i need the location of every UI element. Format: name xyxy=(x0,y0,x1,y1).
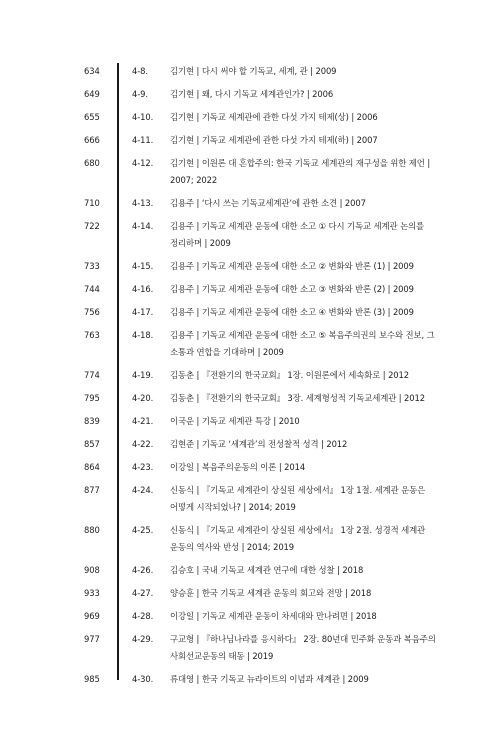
section-number: 4-16. xyxy=(132,284,154,294)
page-number: 969 xyxy=(84,611,100,621)
section-number: 4-17. xyxy=(132,307,154,317)
section-number: 4-20. xyxy=(132,393,154,403)
entry-text: 김기현 | 기독교 세계관에 관한 다섯 가지 테제(하) | 2007 xyxy=(170,135,378,145)
entry-text: 김승호 | 국내 기독교 세계관 연구에 대한 성찰 | 2018 xyxy=(170,565,364,575)
page-number: 985 xyxy=(84,674,100,684)
entry-text: 김기현 | 왜, 다시 기독교 세계관인가? | 2006 xyxy=(170,89,334,99)
entry-text: 이강일 | 기독교 세계관 운동이 차세대와 만나려면 | 2018 xyxy=(170,611,377,621)
page-number: 877 xyxy=(84,485,100,495)
toc-entry xyxy=(0,367,500,384)
section-number: 4-9. xyxy=(132,89,148,99)
entry-text: 김기현 | 이원론 대 혼합주의: 한국 기독교 세계관의 재구성을 위한 제언 | 2007; 2022 xyxy=(170,158,431,185)
page-number: 655 xyxy=(84,112,100,122)
toc-entry xyxy=(0,327,500,361)
page-number: 666 xyxy=(84,135,100,145)
entry-text: 김기현 | 기독교 세계관에 관한 다섯 가지 테제(상) | 2006 xyxy=(170,112,378,122)
table-of-contents xyxy=(0,63,500,688)
section-number: 4-21. xyxy=(132,416,154,426)
entry-text: 김동춘 | 『전환기의 한국교회』 1장. 이원론에서 세속화로 | 2012 xyxy=(170,370,409,380)
page-number: 744 xyxy=(84,284,100,294)
entry-text: 김용주 | 기독교 세계관 운동에 대한 소고 ④ 변화와 반론 (3) | 2009 xyxy=(170,307,414,317)
page-number: 763 xyxy=(84,330,100,340)
toc-entry xyxy=(0,608,500,625)
section-number: 4-19. xyxy=(132,370,154,380)
toc-entry xyxy=(0,390,500,407)
section-number: 4-8. xyxy=(132,66,148,76)
entry-text: 김용주 | 기독교 세계관 운동에 대한 소고 ① 다시 기독교 세계관 논의를 정리하며 | 2009 xyxy=(170,221,425,248)
toc-entry xyxy=(0,631,500,665)
page-number: 880 xyxy=(84,525,100,535)
entry-text: 구교형 | 『하나님나라를 응시하다』 2장. 80년대 민주화 운동과 복음주의 사회선교운동의 태동 | 2019 xyxy=(170,634,436,661)
page-number: 722 xyxy=(84,221,100,231)
entry-text: 신동식 | 『기독교 세계관이 상실된 세상에서』 1장 2절. 성경적 세계관 운동의 역사와 반성 | 2014; 2019 xyxy=(170,525,426,552)
entry-text: 김용주 | ‘다시 쓰는 기독교세계관’에 관한 소견 | 2007 xyxy=(170,198,366,208)
entry-text: 김기현 | 다시 써야 할 기독교, 세계, 관 | 2009 xyxy=(170,66,337,76)
toc-entry xyxy=(0,436,500,453)
entry-text: 이국운 | 기독교 세계관 특강 | 2010 xyxy=(170,416,300,426)
page-number: 710 xyxy=(84,198,100,208)
toc-entry xyxy=(0,258,500,275)
entry-text: 김용주 | 기독교 세계관 운동에 대한 소고 ② 변화와 반론 (1) | 2009 xyxy=(170,261,414,271)
section-number: 4-30. xyxy=(132,674,154,684)
page-number: 839 xyxy=(84,416,100,426)
section-number: 4-18. xyxy=(132,330,154,340)
section-number: 4-13. xyxy=(132,198,154,208)
section-number: 4-22. xyxy=(132,439,154,449)
entry-text: 양승훈 | 한국 기독교 세계관 운동의 회고와 전망 | 2018 xyxy=(170,588,372,598)
section-number: 4-12. xyxy=(132,158,154,168)
page-number: 864 xyxy=(84,462,100,472)
toc-entry xyxy=(0,459,500,476)
entry-text: 김용주 | 기독교 세계관 운동에 대한 소고 ③ 변화와 반론 (2) | 2009 xyxy=(170,284,414,294)
section-number: 4-29. xyxy=(132,634,154,644)
toc-entry xyxy=(0,86,500,103)
page-number: 680 xyxy=(84,158,100,168)
page-number: 933 xyxy=(84,588,100,598)
section-number: 4-28. xyxy=(132,611,154,621)
section-number: 4-11. xyxy=(132,135,154,145)
toc-entry xyxy=(0,671,500,688)
page-number: 634 xyxy=(84,66,100,76)
toc-entry xyxy=(0,281,500,298)
page-number: 774 xyxy=(84,370,100,380)
entry-text: 김용주 | 기독교 세계관 운동에 대한 소고 ⑤ 복음주의권의 보수와 진보, 그 소통과 연합을 기대하며 | 2009 xyxy=(170,330,435,357)
toc-entry xyxy=(0,132,500,149)
section-number: 4-23. xyxy=(132,462,154,472)
section-number: 4-27. xyxy=(132,588,154,598)
entry-text: 이강일 | 복음주의운동의 이론 | 2014 xyxy=(170,462,306,472)
section-number: 4-24. xyxy=(132,485,154,495)
toc-entry xyxy=(0,218,500,252)
page-number: 908 xyxy=(84,565,100,575)
toc-entry xyxy=(0,562,500,579)
page-number: 649 xyxy=(84,89,100,99)
page-number: 977 xyxy=(84,634,100,644)
toc-entry xyxy=(0,195,500,212)
toc-entry xyxy=(0,63,500,80)
toc-entry xyxy=(0,482,500,516)
entry-text: 신동식 | 『기독교 세계관이 상실된 세상에서』 1장 1절. 세계관 운동은 어떻게 시작되었나? | 2014; 2019 xyxy=(170,485,426,512)
toc-entry xyxy=(0,155,500,189)
section-number: 4-10. xyxy=(132,112,154,122)
entry-text: 김현준 | 기독교 ‘세계관’의 전성찰적 성격 | 2012 xyxy=(170,439,348,449)
section-number: 4-15. xyxy=(132,261,154,271)
section-number: 4-25. xyxy=(132,525,154,535)
toc-entry xyxy=(0,109,500,126)
page-number: 733 xyxy=(84,261,100,271)
entry-text: 김동춘 | 『전환기의 한국교회』 3장. 세계형성적 기독교세계관 | 2012 xyxy=(170,393,425,403)
page-number: 857 xyxy=(84,439,100,449)
page-number: 795 xyxy=(84,393,100,403)
toc-entry xyxy=(0,522,500,556)
toc-entry xyxy=(0,413,500,430)
section-number: 4-26. xyxy=(132,565,154,575)
entry-text: 류대영 | 한국 기독교 뉴라이트의 이념과 세계관 | 2009 xyxy=(170,674,369,684)
toc-entry xyxy=(0,304,500,321)
section-number: 4-14. xyxy=(132,221,154,231)
page-number: 756 xyxy=(84,307,100,317)
toc-entry xyxy=(0,585,500,602)
